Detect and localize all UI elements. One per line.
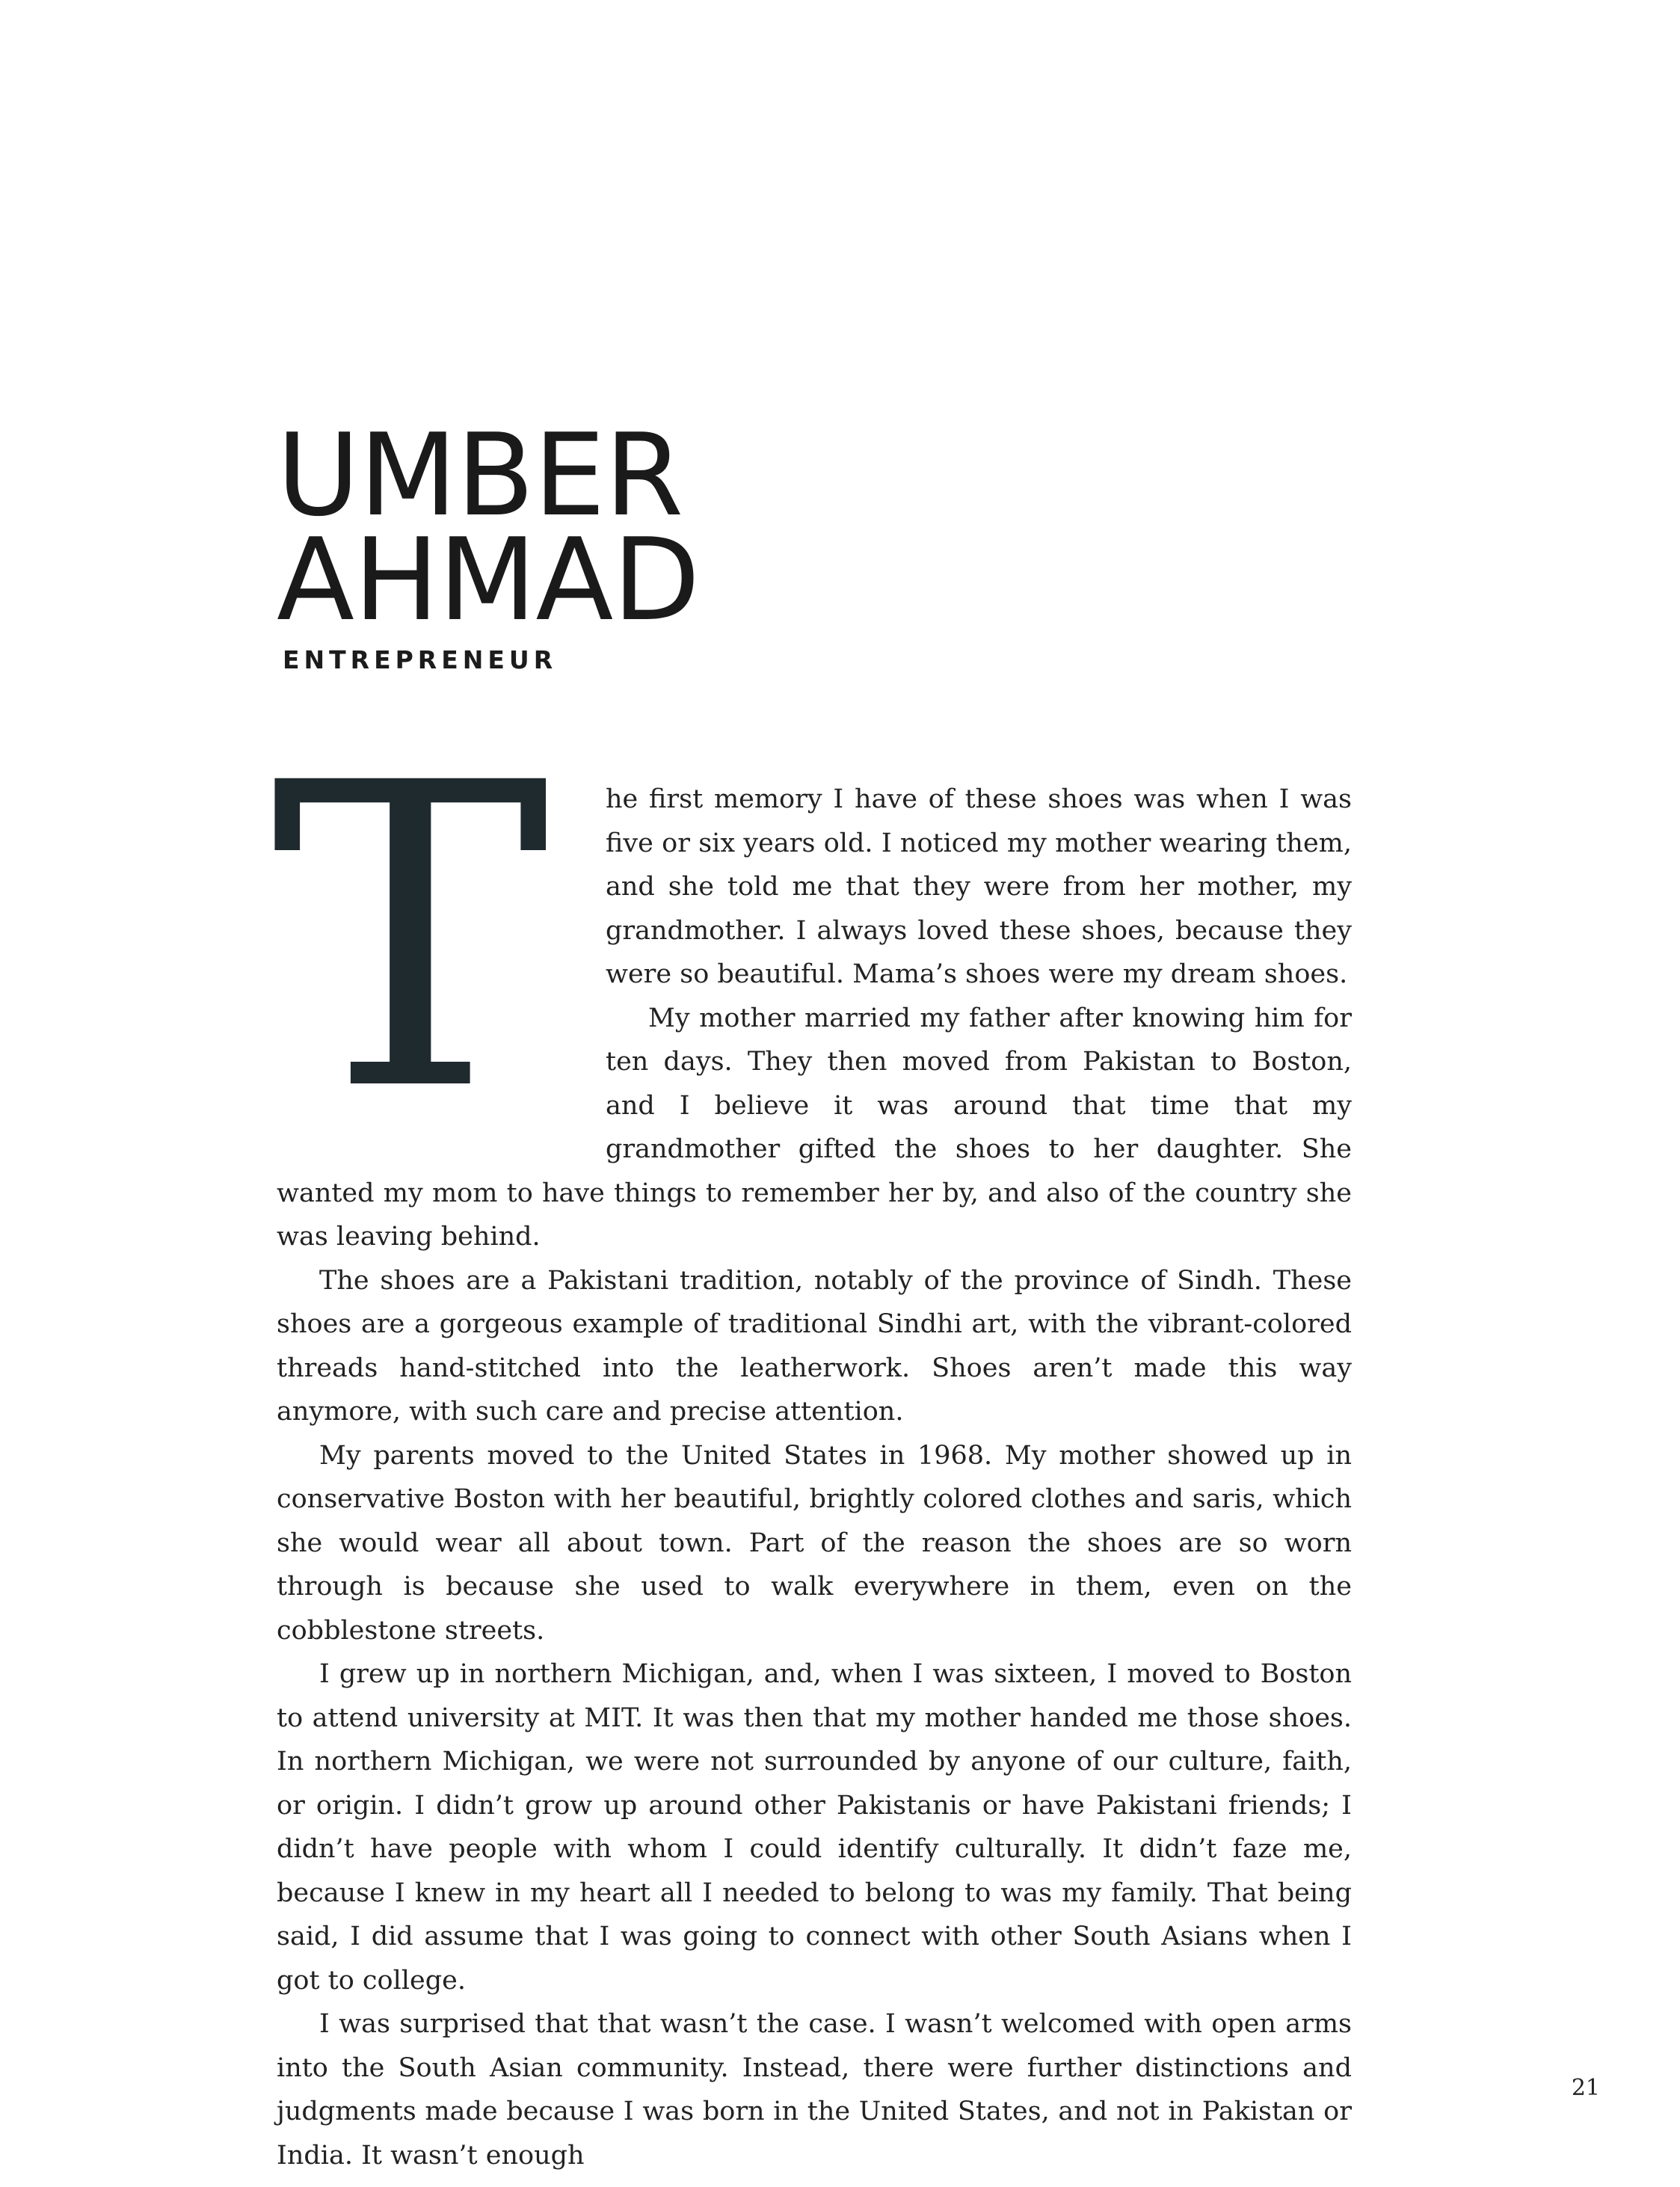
article-body (277, 778, 1352, 2177)
subtitle-occupation: ENTREPRENEUR (283, 645, 558, 674)
paragraph: My mother married my father after knowing him for ten days. They then moved from Pakistan to Boston, and I believe it was around that time that my grandmother gifted the shoes to her daughter. She wanted my mom to have things to remember her by, and also of the country she was leaving behind. (277, 1003, 1352, 1252)
drop-cap-spacer (277, 778, 606, 1155)
drop-cap: T (271, 695, 550, 1183)
paragraph: I grew up in northern Michigan, and, when I was sixteen, I moved to Boston to attend university at MIT. It was then that my mother handed me those shoes. In northern Michigan, we were not surrounded by anyone of our culture, faith, or origin. I didn’t grow up around other Pakistanis or have Pakistani friends; I didn’t have people with whom I could identify culturally. It didn’t faze me, because I knew in my heart all I needed to belong to was my family. That being said, I did assume that I was going to connect with other South Asians when I got to college. (277, 1659, 1352, 1996)
title-first-name: UMBER (277, 409, 683, 541)
paragraph: he first memory I have of these shoes was when I was five or six years old. I noticed my mother wearing them, and she told me that they were from her mother, my grandmother. I always loved these shoes, because they were so beautiful. Mama’s shoes were my dream shoes. (606, 784, 1352, 989)
page-number: 21 (1571, 2075, 1600, 2101)
paragraph: The shoes are a Pakistani tradition, notably of the province of Sindh. These shoes are a gorgeous example of traditional Sindhi art, with the vibrant-colored threads hand-stitched into the leatherwork. Shoes aren’t made this way anymore, with such care and precise attention. (277, 1265, 1352, 1427)
title-last-name: AHMAD (277, 514, 700, 646)
paragraph: I was surprised that that wasn’t the case. I wasn’t welcomed with open arms into the South Asian community. Instead, there were further distinctions and judgments made because I was born in the United States, and not in Pakistan or India. It wasn’t enough (277, 2009, 1352, 2171)
paragraph: My parents moved to the United States in 1968. My mother showed up in conservative Boston with her beautiful, brightly colored clothes and saris, which she would wear all about town. Part of the reason the shoes are so worn through is because she used to walk everywhere in them, even on the cobblestone streets. (277, 1440, 1352, 1646)
